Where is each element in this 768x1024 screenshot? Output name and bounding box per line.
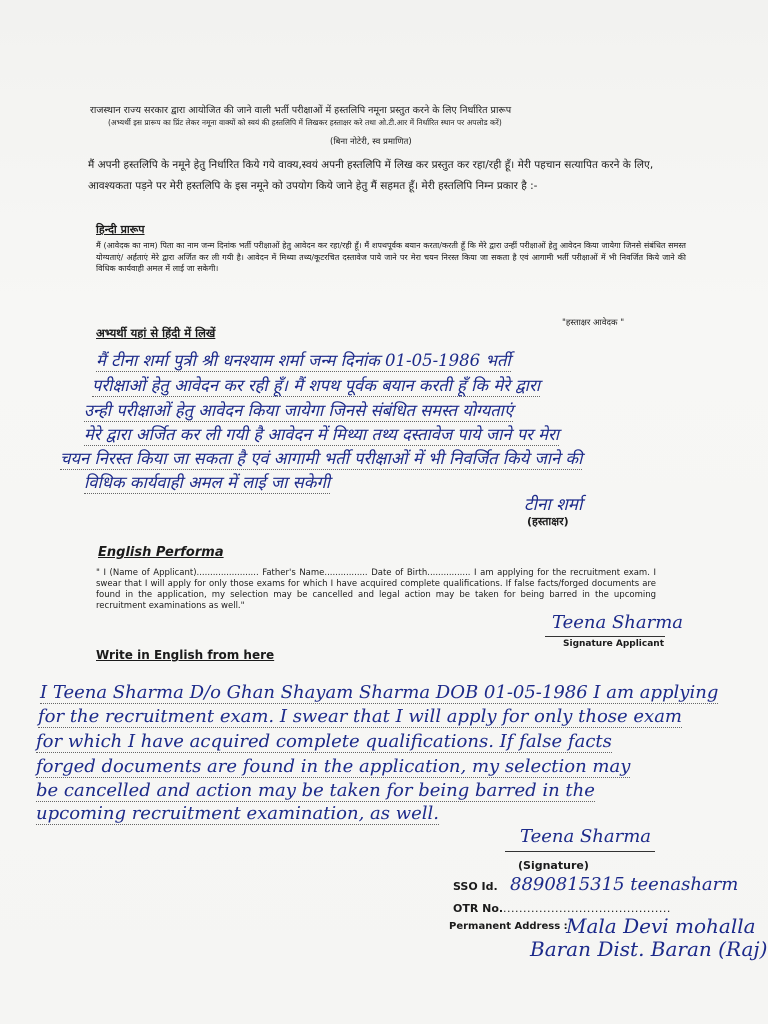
form-header-note: (बिना नोटेरी, स्व प्रमाणित) xyxy=(330,137,412,147)
handwritten-hindi-line: परीक्षाओं हेतु आवेदन कर रही हूँ। मैं शपथ पूर्वक बयान करती हूँ कि मेरे द्वारा xyxy=(92,373,540,397)
footer-signature: Teena Sharma xyxy=(520,826,652,847)
hindi-format-text: मैं (आवेदक का नाम) पिता का नाम जन्म दिनांक भर्ती परीक्षाओं हेतु आवेदन कर रहा/रही हूँ। मैं शपथपूर्वक बयान करता/करती हूँ कि मेरे द्वारा उन्हीं परीक्षाओं हेतु आवेदन किया जायेगा जिनसे संबंधित समस्त योग्यताएं/ अर्हताएं मेरे द्वारा अर्जित कर ली गयी है। आवेदन में मिथ्या तथ्य/कूटरचित दस्तावेज पाये जाने पर मेरा चयन निरस्त किया जा सकता है एवं आगामी भर्ती परीक्षाओं में भी निवर्जित किये जाने की विधिक कार्यवाही अमल में लाई जा सकेगी। xyxy=(96,241,686,273)
permanent-address-line: Mala Devi mohalla xyxy=(566,914,756,938)
form-header-title: राजस्थान राज्य सरकार द्वारा आयोजित की जाने वाली भर्ती परीक्षाओं में हस्तलिपि नमूना प्रस्तुत करने के लिए निर्धारित प्रारूप xyxy=(90,105,512,116)
hindi-format-title: हिन्दी प्रारूप xyxy=(96,223,145,236)
handwritten-english-line: upcoming recruitment examination, as well. xyxy=(36,803,440,824)
handwritten-english-line: for the recruitment exam. I swear that I will apply for only those exam xyxy=(38,706,683,727)
signature-line xyxy=(545,636,665,637)
form-header-instructions: (अभ्यर्थी इस प्रारूप का प्रिंट लेकर नमूना वाक्यों को स्वयं की हस्तलिपि में लिखकर हस्ताक्षर करे तथा ओ.टी.आर में निर्धारित स्थान पर अपलोड करें) xyxy=(108,118,502,127)
signature-line xyxy=(505,851,655,852)
handwritten-hindi-line: चयन निरस्त किया जा सकता है एवं आगामी भर्ती परीक्षाओं में भी निवर्जित किये जाने की xyxy=(60,446,582,470)
handwritten-hindi-line: मेरे द्वारा अर्जित कर ली गयी है आवेदन में मिथ्या तथ्य दस्तावेज पाये जाने पर मेरा xyxy=(84,422,559,446)
handwritten-english-line: be cancelled and action may be taken for being barred in the xyxy=(36,780,595,801)
english-signature-label: Signature Applicant xyxy=(563,639,665,649)
applicant-signature-note: "हस्ताक्षर आवेदक " xyxy=(562,318,625,328)
permanent-address-label: Permanent Address : xyxy=(449,921,568,932)
hindi-signature: टीना शर्मा xyxy=(524,495,583,515)
sso-id-label: SSO Id. xyxy=(453,880,498,893)
candidate-hindi-heading: अभ्यर्थी यहां से हिंदी में लिखें xyxy=(96,326,216,340)
sso-id-value: 8890815315 teenasharm xyxy=(510,874,739,895)
handwritten-hindi-line: उन्ही परीक्षाओं हेतु आवेदन किया जायेगा जिनसे संबंधित समस्त योग्यताएं xyxy=(84,398,513,422)
handwritten-english-line: I Teena Sharma D/o Ghan Shayam Sharma DOB 01-05-1986 I am applying xyxy=(40,682,719,703)
handwritten-hindi-line: मैं टीना शर्मा पुत्री श्री धनश्याम शर्मा जन्म दिनांक 01-05-1986 भर्ती xyxy=(96,348,511,372)
english-format-text: " I (Name of Applicant)....................... Father's Name................ Date of Birth................ I am applying for the recruitment exam. I swear that I will apply for only those exams for which I have acquired complete qualifications. If false facts/forged documents are found in the application, my selection may be cancelled and legal action may be taken for being barred in the upcoming recruitment examinations as well." xyxy=(96,568,656,611)
english-format-title: English Performa xyxy=(98,545,224,560)
footer-signature-label: (Signature) xyxy=(518,859,589,872)
hindi-signature-label: (हस्ताक्षर) xyxy=(527,515,569,528)
english-signature: Teena Sharma xyxy=(552,612,684,633)
handwritten-english-line: for which I have acquired complete qualifications. If false facts xyxy=(36,731,612,752)
declaration-text: मैं अपनी हस्तलिपि के नमूने हेतु निर्धारित किये गये वाक्य,स्वयं अपनी हस्तलिपि में लिख कर प्रस्तुत कर रहा/रही हूँ। मेरी पहचान सत्यापित करने के लिए, आवश्यकता पड़ने पर मेरी हस्तलिपि के इस नमूने को उपयोग किये जाने हेतु मैं सहमत हूँ। मेरी हस्तलिपि निम्न प्रकार है :- xyxy=(88,159,654,192)
otr-number-field: .......................................... xyxy=(503,902,671,915)
permanent-address-line: Baran Dist. Baran (Raj) xyxy=(530,937,768,961)
handwritten-hindi-line: विधिक कार्यवाही अमल में लाई जा सकेगी xyxy=(84,470,330,494)
write-english-heading: Write in English from here xyxy=(96,648,275,662)
handwritten-english-line: forged documents are found in the application, my selection may xyxy=(36,756,631,777)
otr-number-label: OTR No. xyxy=(453,902,504,915)
